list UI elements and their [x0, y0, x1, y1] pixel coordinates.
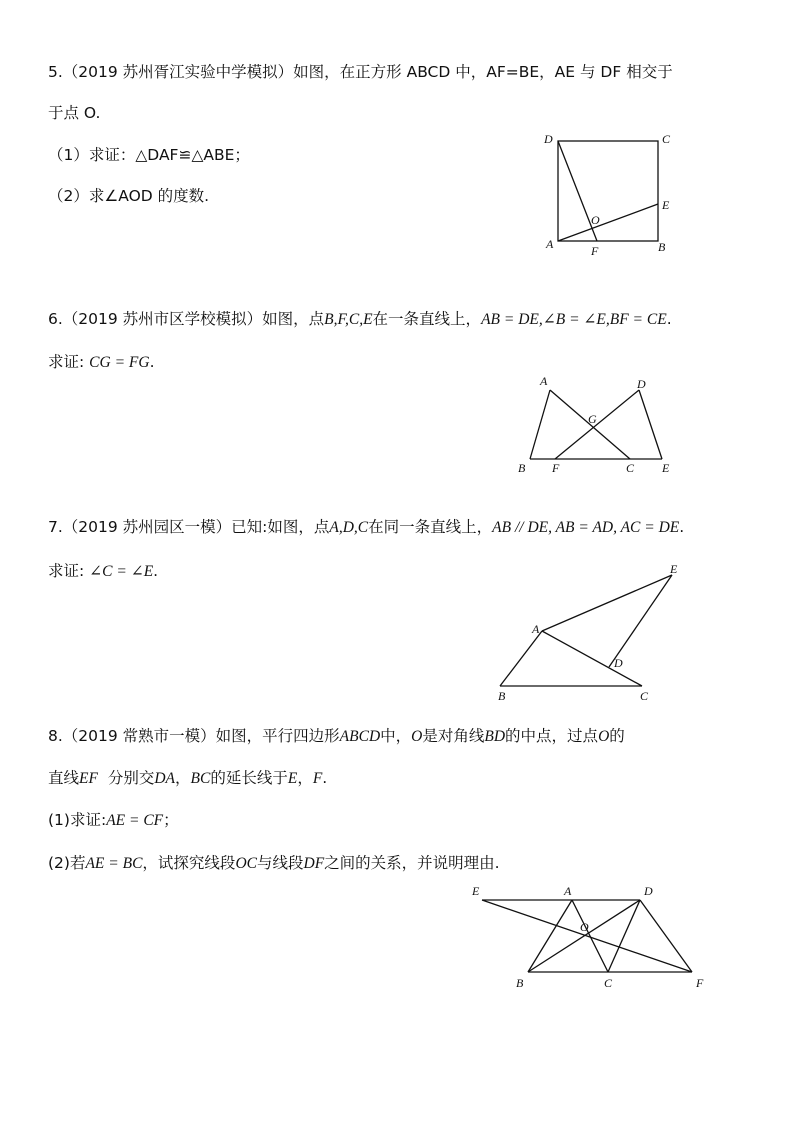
q8-text: 8.（2019 常熟市一模）如图，平行四边形 [48, 727, 340, 745]
q8-math: ABCD [339, 728, 381, 745]
q7-conditions: AB // DE, AB = AD, AC = DE [492, 519, 680, 536]
q8-text: 的中点，过点 [505, 727, 599, 745]
q6-points: B,F,C,E [324, 311, 373, 328]
q8-part1 [48, 808, 179, 833]
q8-math: AE = BC [85, 855, 143, 872]
label-b: B [516, 976, 524, 990]
q7-prove-label: 求证: [48, 562, 85, 580]
q8-text: 分别交 [107, 769, 155, 787]
q5-line1: 5.（2019 苏州胥江实验中学模拟）如图，在正方形 ABCD 中，AF=BE，AE 与 DF 相交于 [48, 63, 673, 81]
segment-ac [572, 900, 608, 972]
q7-prove-math: ∠C = ∠E [89, 563, 154, 580]
q8-text: 中， [380, 727, 412, 745]
q5-part2: （2）求∠AOD 的度数. [48, 187, 210, 205]
label-c: C [662, 132, 671, 146]
q5-part1: （1）求证：△DAF≌△ABE； [48, 146, 250, 164]
label-a: A [532, 622, 540, 636]
square-abcd [558, 141, 658, 241]
segment-ef [482, 900, 692, 972]
label-f: F [696, 976, 704, 990]
label-o: O [580, 920, 589, 934]
q8-math: EF [79, 770, 98, 787]
segment-bd [528, 900, 640, 972]
q6-figure [510, 372, 680, 477]
label-b: B [498, 689, 506, 703]
q8-math: OC [235, 855, 257, 872]
q8-text: 与线段 [256, 854, 304, 872]
q8-text: 之间的关系，并说明理由. [324, 854, 500, 872]
q8-math: O [598, 728, 610, 745]
segment-ae [558, 204, 658, 241]
q6-line1-end: . [666, 310, 672, 328]
q8-text: ， [297, 769, 313, 787]
q6-line2-end: . [149, 353, 155, 371]
label-c: C [640, 689, 649, 703]
q8-math: DF [303, 855, 325, 872]
segment-df [555, 390, 639, 459]
q6-line2 [48, 350, 155, 375]
label-g: G [588, 412, 597, 426]
q8-text: 的延长线于 [210, 769, 288, 787]
segment-ac [542, 631, 642, 686]
label-e: E [670, 562, 678, 576]
q7-line1 [48, 515, 684, 540]
label-a: A [540, 374, 548, 388]
q7-line1-mid: 在同一条直线上， [368, 518, 493, 536]
q6-conditions: AB = DE,∠B = ∠E,BF = CE [481, 311, 667, 328]
label-d: D [614, 656, 623, 670]
label-f: F [591, 244, 599, 258]
q8-text: . [322, 769, 328, 787]
q8-text: ， [175, 769, 191, 787]
q8-text: ； [163, 811, 179, 829]
q8-text: 是对角线 [422, 727, 485, 745]
q8-line1 [48, 724, 625, 749]
q5-figure [540, 130, 680, 260]
q8-text: (2)若 [48, 854, 86, 872]
q7-line2 [48, 559, 158, 584]
label-e: E [662, 461, 670, 475]
label-e: E [472, 884, 480, 898]
segment-de [639, 390, 662, 459]
label-c: C [604, 976, 613, 990]
q8-figure [460, 880, 720, 1000]
q8-math: DA [154, 770, 175, 787]
q6-line1-mid: 在一条直线上， [372, 310, 482, 328]
q7-line2-end: . [153, 562, 159, 580]
label-e: E [662, 198, 670, 212]
q7-figure [490, 560, 690, 705]
q7-line1-end: . [679, 518, 685, 536]
q8-text: (1)求证: [48, 811, 107, 829]
q6-prove-label: 求证: [48, 353, 85, 371]
q8-math: BC [190, 770, 211, 787]
segment-ab [530, 390, 550, 459]
q8-math: AE = CF [106, 812, 164, 829]
q6-line1-text: 6.（2019 苏州市区学校模拟）如图，点 [48, 310, 325, 328]
q5-line2: 于点 O. [48, 104, 101, 122]
q8-math: E [287, 770, 298, 787]
label-a: A [546, 237, 554, 251]
label-f: F [552, 461, 560, 475]
label-a: A [564, 884, 572, 898]
segment-ab [528, 900, 572, 972]
q8-text: ，试探究线段 [142, 854, 236, 872]
q6-prove-math: CG = FG [89, 354, 150, 371]
label-b: B [518, 461, 526, 475]
label-d: D [544, 132, 553, 146]
label-d: D [644, 884, 653, 898]
q8-part2 [48, 851, 500, 876]
q8-math: F [312, 770, 323, 787]
q7-points: A,D,C [329, 519, 369, 536]
segment-df [640, 900, 692, 972]
q6-line1 [48, 307, 672, 332]
q7-line1-text: 7.（2019 苏州园区一模）已知:如图，点 [48, 518, 330, 536]
label-d: D [637, 377, 646, 391]
q8-line2 [48, 766, 327, 791]
q8-math: O [411, 728, 423, 745]
label-b: B [658, 240, 666, 254]
q8-math: BD [484, 728, 506, 745]
label-c: C [626, 461, 635, 475]
segment-ab [500, 631, 542, 686]
label-o: O [591, 213, 600, 227]
q8-text: 直线 [48, 769, 80, 787]
q8-text: 的 [609, 727, 625, 745]
